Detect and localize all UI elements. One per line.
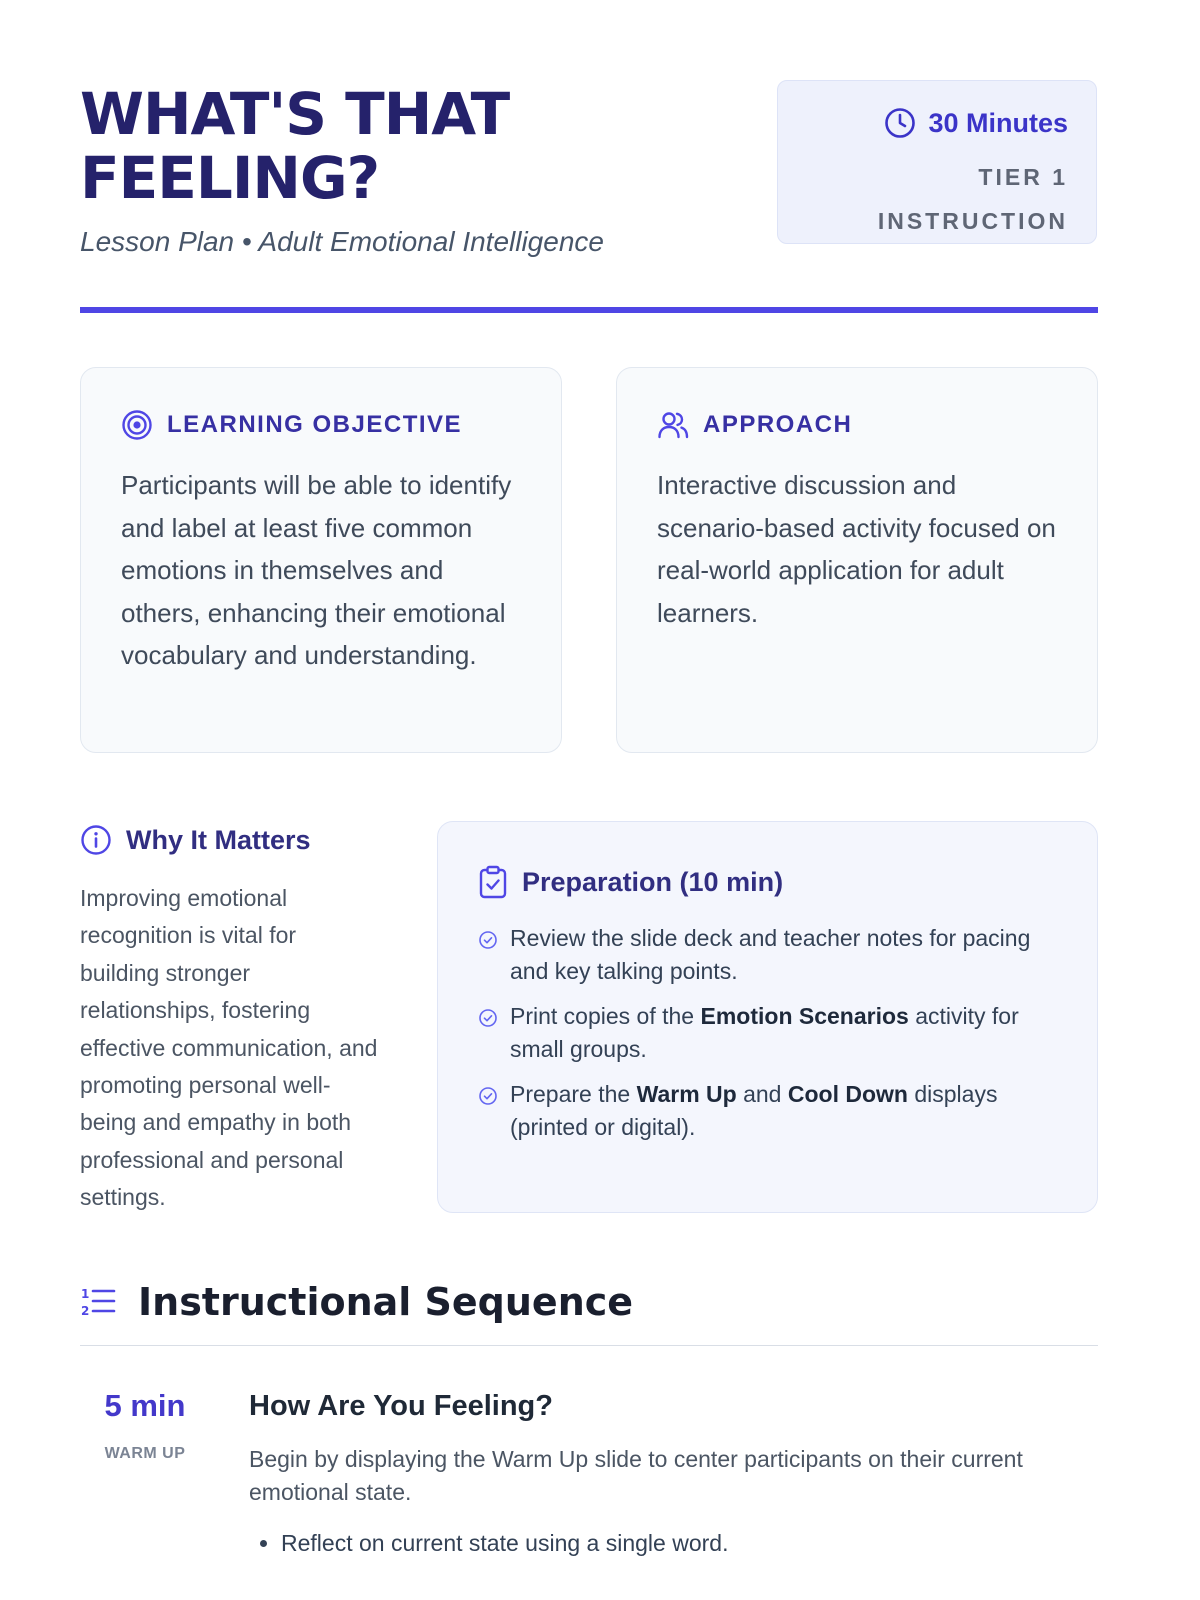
header-divider	[80, 307, 1098, 313]
why-it-matters-text: Improving emotional recognition is vital for building stronger relationships, fostering effective communication, and promoting personal well-being and empathy in both professional and personal settings.	[80, 885, 378, 1211]
svg-text:1: 1	[81, 1287, 90, 1301]
preparation-card	[437, 821, 1098, 1213]
tier-label	[828, 155, 1068, 243]
preparation-item-text: Review the slide deck and teacher notes for pacing and key talking points.	[510, 925, 1031, 984]
learning-objective-card	[80, 367, 562, 753]
check-circle-icon	[478, 1086, 498, 1106]
preparation-item	[478, 1078, 1057, 1144]
step-bullet-list	[249, 1527, 728, 1560]
title-line-2: FEELING?	[80, 144, 380, 212]
approach-card	[616, 367, 1098, 753]
preparation-list	[478, 922, 1057, 1144]
learning-objective-header	[121, 408, 521, 442]
clock-icon	[884, 107, 916, 139]
svg-text:2: 2	[81, 1304, 90, 1318]
duration-row	[884, 107, 1068, 139]
learning-objective-text: Participants will be able to identify and label at least five common emotions in themselves and others, enhancing their emotional vocabulary and understanding.	[121, 470, 512, 670]
learning-objective-title: LEARNING OBJECTIVE	[167, 411, 463, 438]
step-bullet: • Reflect on current state using a single word.	[281, 1527, 728, 1560]
step-phase-label: WARM UP	[104, 1445, 186, 1462]
page-subtitle: Lesson Plan • Adult Emotional Intelligence	[80, 226, 604, 257]
tier-line-1: TIER 1	[978, 164, 1068, 190]
target-icon	[121, 409, 153, 441]
preparation-item	[478, 922, 1057, 988]
approach-title: APPROACH	[703, 411, 853, 438]
step-duration: 5 min	[104, 1388, 186, 1423]
approach-text: Interactive discussion and scenario-based activity focused on real-world application for adult learners.	[657, 470, 1056, 628]
preparation-item	[478, 1000, 1057, 1066]
sequence-divider	[80, 1345, 1098, 1346]
page-title	[80, 82, 509, 210]
preparation-item-text: Prepare the Warm Up and Cool Down displays (printed or digital).	[510, 1081, 998, 1140]
title-line-1: WHAT'S THAT	[80, 80, 510, 148]
why-it-matters-section	[80, 822, 380, 1217]
info-icon	[80, 824, 112, 856]
preparation-item-text: Print copies of the Emotion Scenarios activity for small groups.	[510, 1003, 1019, 1062]
preparation-title: Preparation (10 min)	[522, 866, 784, 897]
step-description: Begin by displaying the Warm Up slide to center participants on their current emotional state.	[249, 1446, 1023, 1505]
check-circle-icon	[478, 930, 498, 950]
clipboard-check-icon	[478, 865, 508, 899]
users-icon	[657, 409, 689, 441]
why-it-matters-header	[80, 822, 380, 858]
numbered-list-icon	[80, 1285, 116, 1319]
approach-header	[657, 408, 1057, 442]
tier-line-2: INSTRUCTION	[877, 208, 1068, 234]
duration-box	[777, 80, 1097, 244]
preparation-header	[478, 864, 1057, 900]
why-it-matters-title: Why It Matters	[126, 824, 311, 855]
step-title: How Are You Feeling?	[249, 1390, 553, 1422]
check-circle-icon	[478, 1008, 498, 1028]
instructional-sequence-header	[80, 1280, 633, 1324]
duration-label: 30 Minutes	[928, 107, 1068, 138]
instructional-sequence-title: Instructional Sequence	[138, 1280, 634, 1324]
